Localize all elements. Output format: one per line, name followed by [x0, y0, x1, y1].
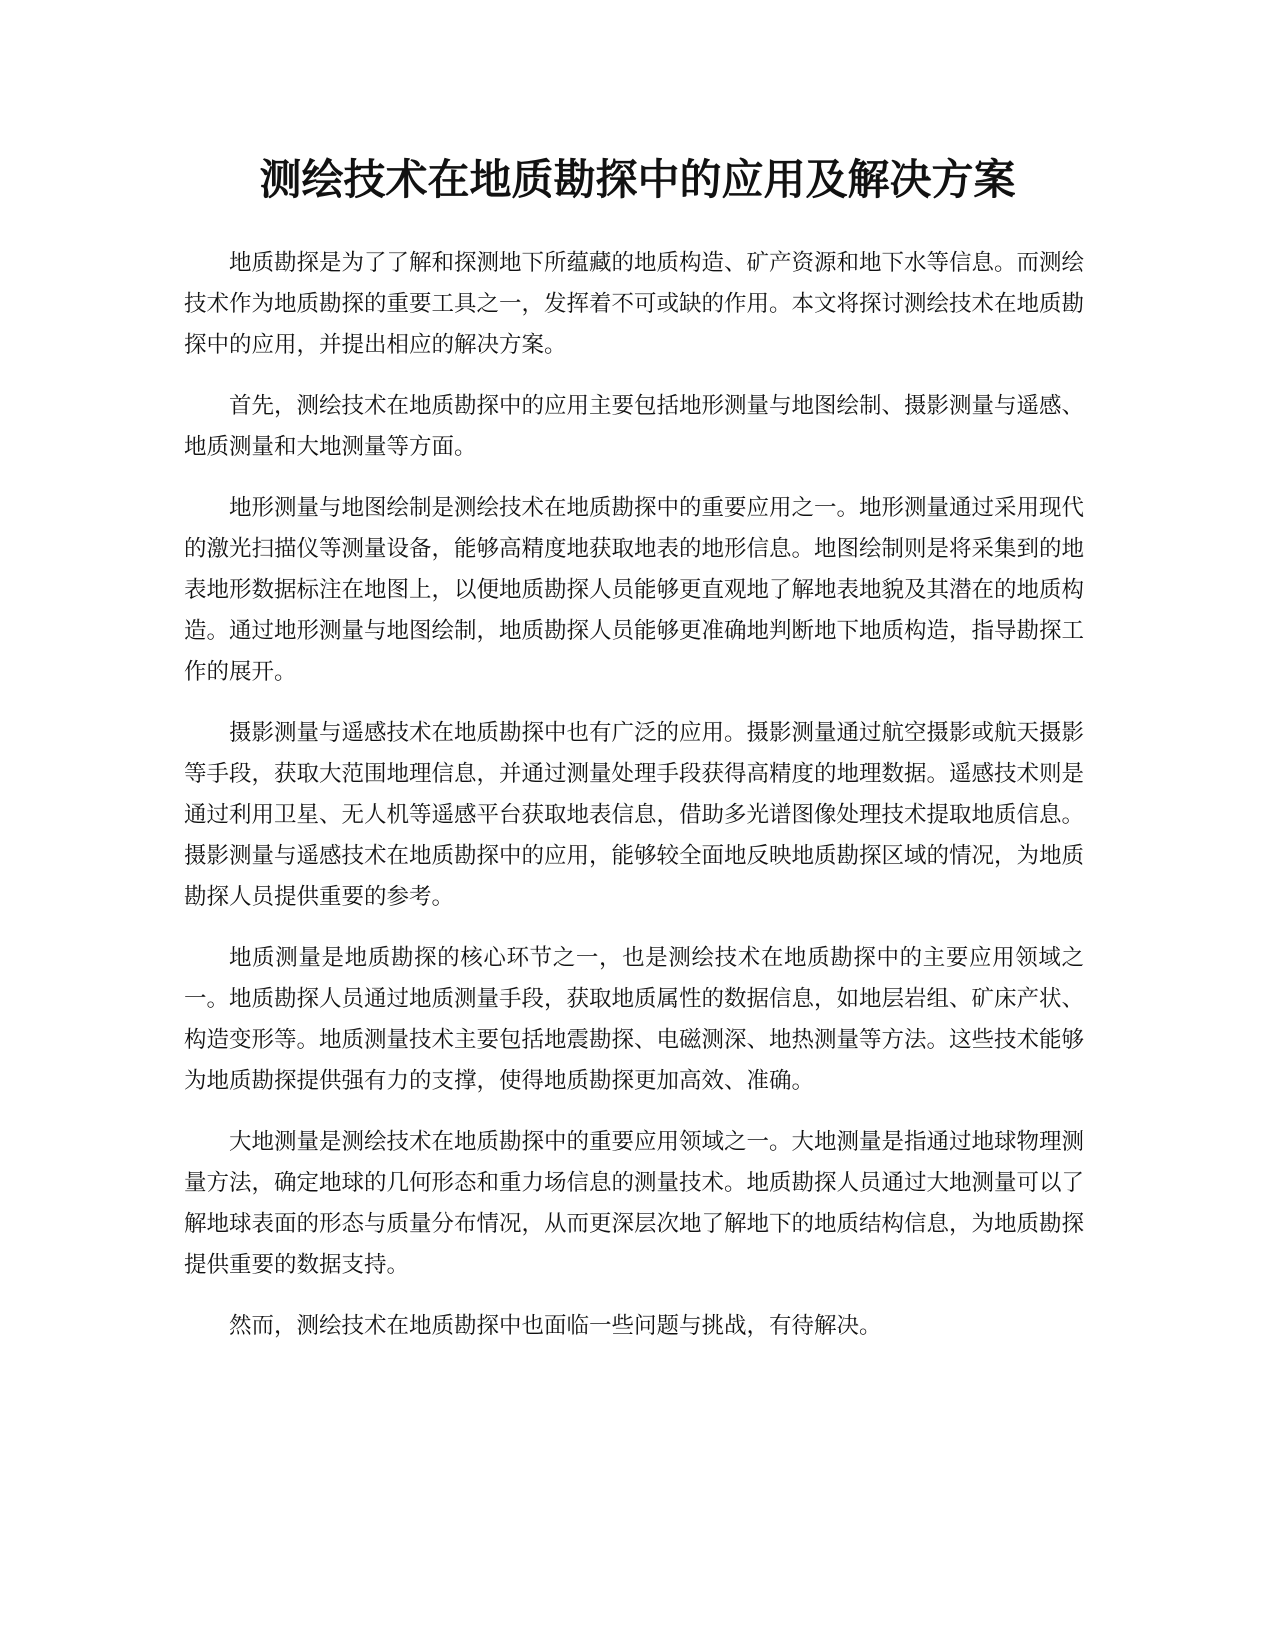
paragraph-challenges: 然而，测绘技术在地质勘探中也面临一些问题与挑战，有待解决。	[229, 1313, 882, 1339]
paragraph-topographic-survey: 地形测量与地图绘制是测绘技术在地质勘探中的重要应用之一。地形测量通过采用现代的激光扫描仪等测量设备，能够高精度地获取地表的地形信息。地图绘制则是将采集到的地表地形数据标注在地图上，以便地质勘探人员能够更直观地了解地表地貌及其潜在的地质构造。通过地形测量与地图绘制，地质勘探人员能够更准确地判断地下地质构造，指导勘探工作的展开。	[184, 495, 1085, 685]
document-title: 测绘技术在地质勘探中的应用及解决方案	[259, 155, 1016, 204]
document-body	[184, 243, 1084, 1367]
paragraph-photogrammetry-remote-sensing: 摄影测量与遥感技术在地质勘探中也有广泛的应用。摄影测量通过航空摄影或航天摄影等手段，获取大范围地理信息，并通过测量处理手段获得高精度的地理数据。遥感技术则是通过利用卫星、无人机等遥感平台获取地表信息，借助多光谱图像处理技术提取地质信息。摄影测量与遥感技术在地质勘探中的应用，能够较全面地反映地质勘探区域的情况，为地质勘探人员提供重要的参考。	[184, 720, 1085, 910]
paragraph-intro: 地质勘探是为了了解和探测地下所蕴藏的地质构造、矿产资源和地下水等信息。而测绘技术作为地质勘探的重要工具之一，发挥着不可或缺的作用。本文将探讨测绘技术在地质勘探中的应用，并提出相应的解决方案。	[184, 250, 1085, 358]
paragraph-overview: 首先，测绘技术在地质勘探中的应用主要包括地形测量与地图绘制、摄影测量与遥感、地质测量和大地测量等方面。	[184, 393, 1085, 460]
paragraph-geodetic-survey: 大地测量是测绘技术在地质勘探中的重要应用领域之一。大地测量是指通过地球物理测量方法，确定地球的几何形态和重力场信息的测量技术。地质勘探人员通过大地测量可以了解地球表面的形态与质量分布情况，从而更深层次地了解地下的地质结构信息，为地质勘探提供重要的数据支持。	[184, 1129, 1085, 1278]
paragraph-geological-survey: 地质测量是地质勘探的核心环节之一，也是测绘技术在地质勘探中的主要应用领域之一。地质勘探人员通过地质测量手段，获取地质属性的数据信息，如地层岩组、矿床产状、构造变形等。地质测量技术主要包括地震勘探、电磁测深、地热测量等方法。这些技术能够为地质勘探提供强有力的支撑，使得地质勘探更加高效、准确。	[184, 945, 1085, 1094]
